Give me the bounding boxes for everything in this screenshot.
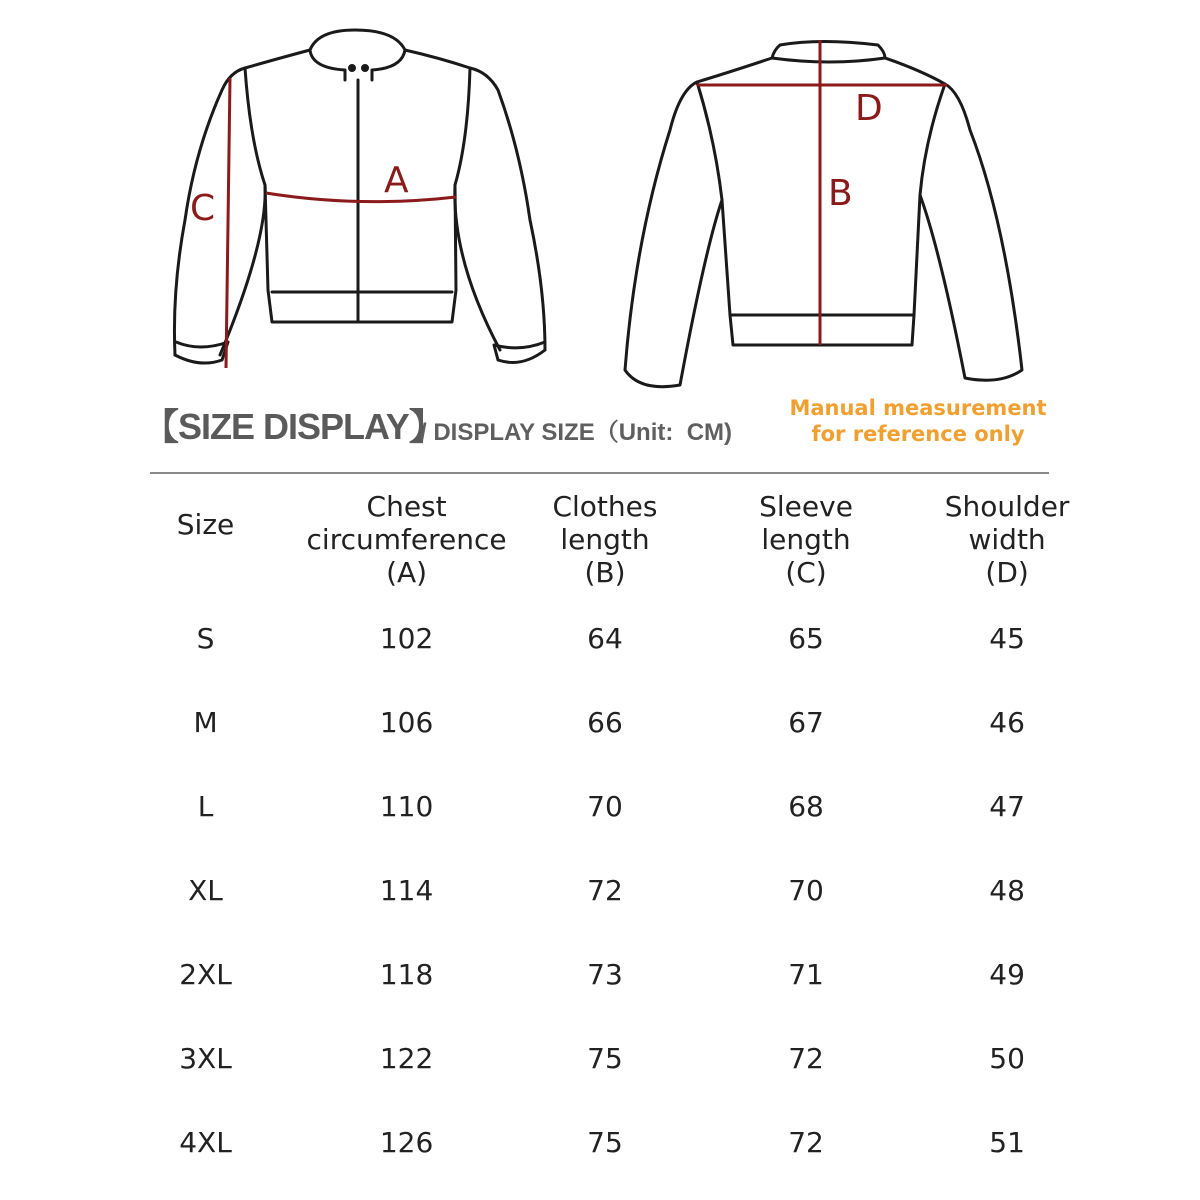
size-display-title: 【SIZE DISPLAY】: [143, 406, 444, 447]
cell-size: S: [196, 621, 215, 655]
header-chest-line-1: Chest: [366, 490, 447, 523]
table-row: [105, 764, 1105, 848]
cell-sleeve-length: 72: [788, 1041, 824, 1075]
cell-shoulder-width: 46: [989, 705, 1025, 739]
chest-measure-line: [266, 193, 456, 202]
label-a: A: [384, 160, 409, 201]
note-line-1: Manual measurement: [789, 396, 1047, 420]
cell-size: 4XL: [179, 1125, 232, 1159]
cell-clothes-length: 64: [587, 621, 623, 655]
table-header-row: [105, 490, 1105, 596]
header-sleeve-line-2: length: [761, 523, 851, 556]
table-row: [105, 596, 1105, 680]
cell-sleeve-length: 68: [788, 789, 824, 823]
title-row: [0, 395, 1200, 465]
cell-clothes-length: 70: [587, 789, 623, 823]
front-measure-lines: [226, 78, 456, 368]
cell-chest: 110: [379, 789, 434, 823]
jacket-diagram: [0, 0, 1200, 400]
cell-clothes-length: 73: [587, 957, 623, 991]
cell-clothes-length: 75: [587, 1125, 623, 1159]
header-chest-line-3: (A): [386, 556, 428, 589]
table-row: [105, 1100, 1105, 1184]
header-clothes-line-1: Clothes: [552, 490, 658, 523]
label-b: B: [828, 173, 853, 214]
cell-sleeve-length: 67: [788, 705, 824, 739]
header-clothes-line-2: length: [560, 523, 650, 556]
cell-sleeve-length: 71: [788, 957, 824, 991]
header-sleeve-length: [703, 490, 909, 596]
header-size-label: Size: [176, 508, 235, 541]
cell-shoulder-width: 49: [989, 957, 1025, 991]
table-row: [105, 848, 1105, 932]
header-shoulder-line-3: (D): [985, 556, 1029, 589]
cell-chest: 122: [379, 1041, 434, 1075]
cell-chest: 118: [379, 957, 434, 991]
cell-sleeve-length: 70: [788, 873, 824, 907]
table-row: [105, 932, 1105, 1016]
cell-clothes-length: 66: [587, 705, 623, 739]
cell-size: M: [193, 705, 218, 739]
divider-line: [150, 472, 1049, 474]
header-sleeve-line-1: Sleeve: [759, 490, 853, 523]
label-c: C: [190, 188, 216, 229]
cell-sleeve-length: 72: [788, 1125, 824, 1159]
back-measure-lines: [697, 40, 947, 345]
display-size-subtitle: / DISPLAY SIZE（Unit: CM): [420, 419, 733, 446]
cell-chest: 114: [379, 873, 434, 907]
cell-shoulder-width: 50: [989, 1041, 1025, 1075]
back-jacket: [625, 42, 1022, 387]
header-chest-line-2: circumference: [306, 523, 507, 556]
cell-size: 2XL: [179, 957, 232, 991]
cell-shoulder-width: 51: [989, 1125, 1025, 1159]
cell-size: L: [197, 789, 214, 823]
header-shoulder-width: [909, 490, 1105, 596]
cell-shoulder-width: 45: [989, 621, 1025, 655]
note-line-2: for reference only: [811, 422, 1025, 446]
table-row: [105, 680, 1105, 764]
header-shoulder-line-2: width: [968, 523, 1046, 556]
cell-shoulder-width: 47: [989, 789, 1025, 823]
cell-chest: 106: [379, 705, 434, 739]
sleeve-measure-line: [226, 78, 230, 368]
label-d: D: [855, 88, 883, 129]
header-shoulder-line-1: Shoulder: [944, 490, 1070, 523]
header-size: [105, 490, 306, 596]
table-row: [105, 1016, 1105, 1100]
cell-shoulder-width: 48: [989, 873, 1025, 907]
cell-chest: 126: [379, 1125, 434, 1159]
measurement-note: [780, 395, 1056, 447]
cell-sleeve-length: 65: [788, 621, 824, 655]
header-sleeve-line-3: (C): [785, 556, 827, 589]
cell-size: 3XL: [179, 1041, 232, 1075]
cell-clothes-length: 72: [587, 873, 623, 907]
header-chest: [306, 490, 507, 596]
header-clothes-line-3: (B): [584, 556, 626, 589]
cell-chest: 102: [379, 621, 434, 655]
size-table: [105, 490, 1105, 1184]
cell-clothes-length: 75: [587, 1041, 623, 1075]
header-clothes-length: [507, 490, 703, 596]
cell-size: XL: [188, 873, 223, 907]
